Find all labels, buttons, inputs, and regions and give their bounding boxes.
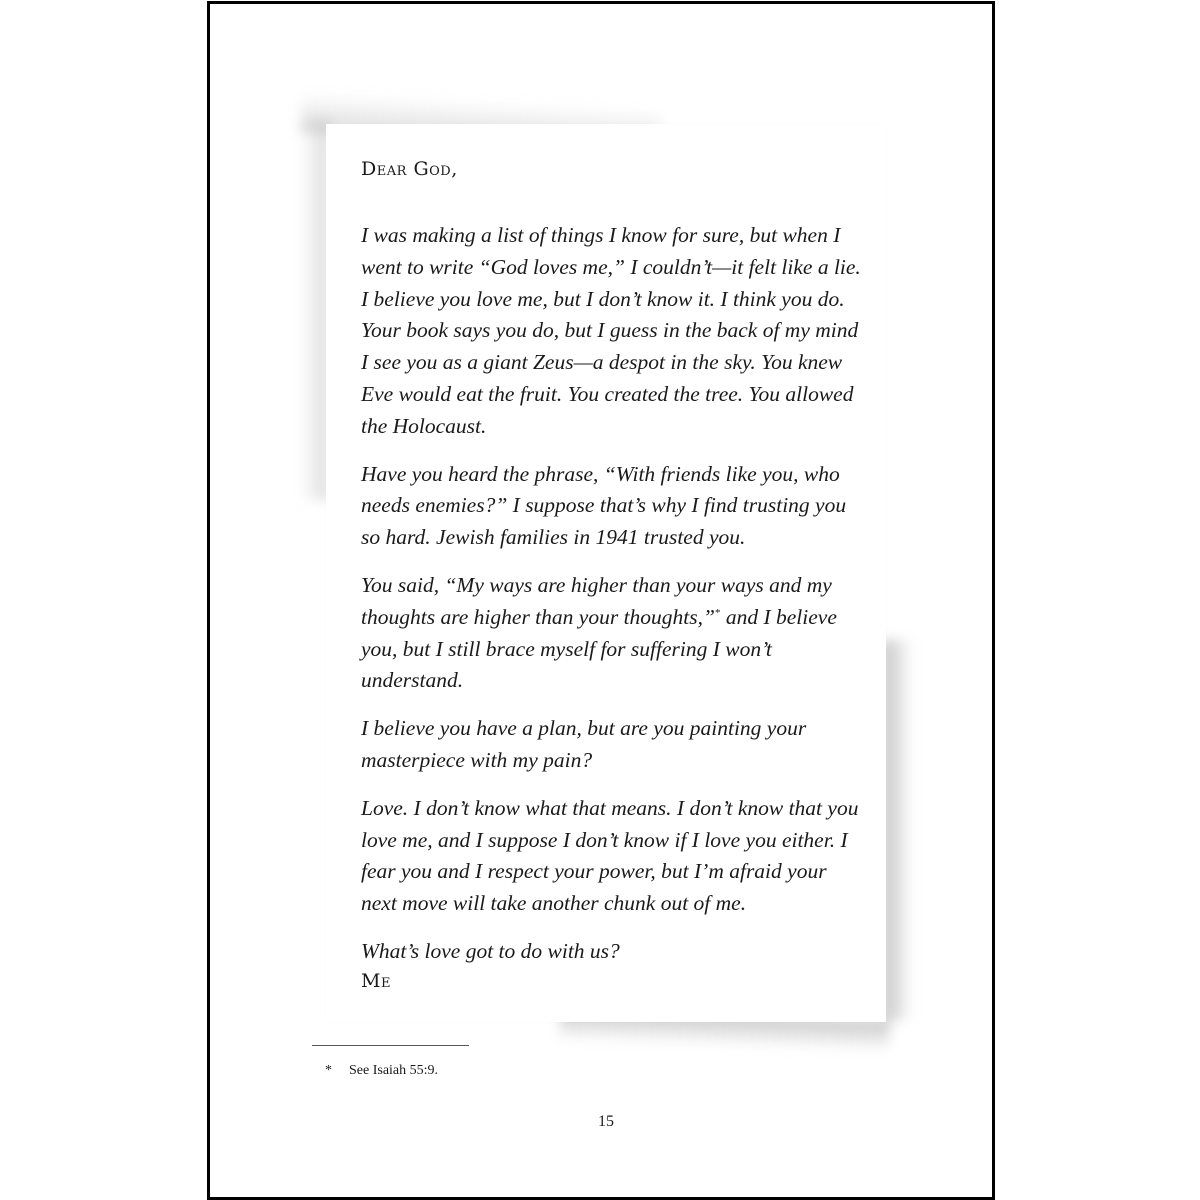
letter-salutation: Dear God,: [361, 158, 458, 180]
letter-shadow-right: [882, 640, 912, 1020]
letter-paragraph-2: Have you heard the phrase, “With friends like you, who needs enemies?” I suppose that’s why I find trusting you so hard. Jewish families in 1941 trusted you.: [361, 461, 847, 550]
letter-signature: Me: [361, 970, 391, 992]
letter-paragraph-5: Love. I don’t know what that means. I don’t know that you love me, and I suppose I don’t know if I love you either. I fear you and I respect your power, but I’m afraid your next move will take another chunk out of me.: [361, 795, 859, 916]
footnote-divider: [312, 1045, 469, 1046]
letter-paragraph-1: I was making a list of things I know for sure, but when I went to write “God loves me,” I couldn’t—it felt like a lie. I believe you love me, but I don’t know it. I think you do. Your book says you do, but I guess in the back of my mind I see you as a giant Zeus—a despot in the sky. You knew Eve would eat the fruit. You created the tree. You allowed the Holocaust.: [361, 223, 861, 438]
page-number: 15: [598, 1113, 614, 1130]
letter-paragraph-4: I believe you have a plan, but are you painting your masterpiece with my pain?: [361, 716, 807, 772]
letter-body: [361, 220, 866, 984]
footnote-marker: *: [325, 1063, 332, 1078]
letter-paragraph-6: What’s love got to do with us?: [361, 938, 620, 963]
footnote: [325, 1063, 438, 1079]
letter-paragraph-3-start: You said, “My ways are higher than your ways and my thoughts are higher than your thoughts,”: [361, 572, 832, 629]
footnote-reference-marker: *: [714, 606, 721, 619]
letter-paragraph-3: [361, 570, 866, 697]
footnote-text: See Isaiah 55:9.: [349, 1063, 439, 1078]
letter-paragraph-3-end: and I believe you, but I still brace myself for suffering I won’t understand.: [361, 604, 837, 693]
